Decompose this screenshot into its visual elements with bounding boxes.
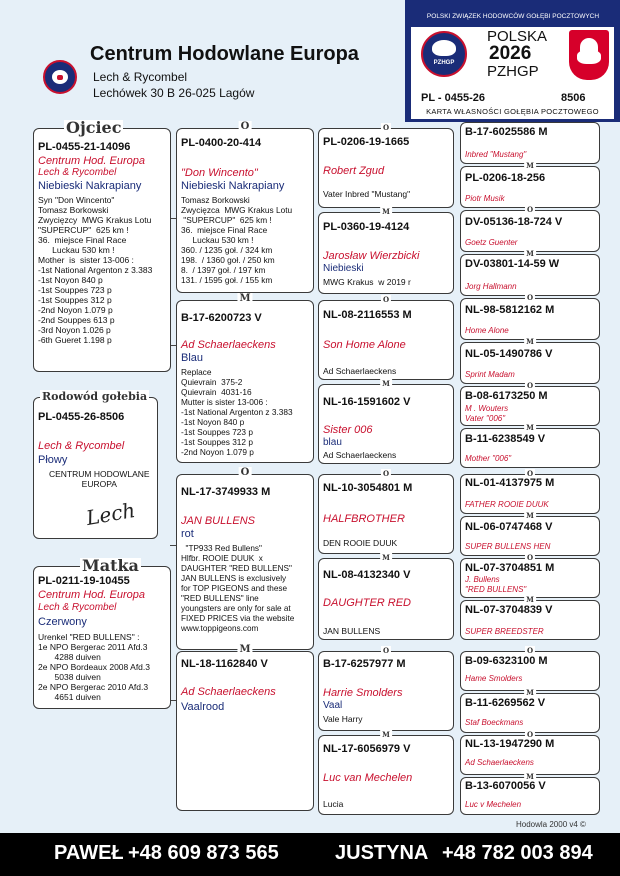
gen4-name: J. Bullens [465,575,500,584]
poland-emblem [569,30,609,80]
gen3-notes: Lucia [323,799,344,809]
dam-sire-name: JAN BULLENS [181,515,255,527]
sire-dam-box [176,293,314,463]
ring-label: M [526,772,534,781]
ring-label: O [382,469,390,478]
gen3-notes: Ad Schaerlaeckens [323,366,397,376]
gen3-name: HALFBROTHER [323,513,405,525]
gen4-name: Inbred "Mustang" [465,150,527,159]
gen3-ring: NL-17-6056979 V [323,743,411,755]
bird-note: CENTRUM HODOWLANE EUROPA [49,469,150,489]
ring-label: O [526,646,534,655]
gen3-name: Jarosław Wierzbicki [323,250,420,262]
sire-ring: PL-0455-21-14096 [38,141,131,153]
dam-line1: Centrum Hod. Europa [38,589,145,601]
sire-sire-ring: PL-0400-20-414 [181,137,262,149]
ring-label: O [526,381,534,390]
ring-label: O [382,646,390,655]
ring-label: M [526,595,534,604]
gen3-ring: NL-16-1591602 V [323,396,411,408]
gen3-box [318,123,454,208]
contact-bar [0,833,620,876]
contact1-phone[interactable]: +48 609 873 565 [128,842,279,864]
gen4-ring: B-08-6173250 M [465,390,548,402]
gen3-color: Niebieski [323,263,364,274]
card-country: POLSKA [487,28,548,45]
sire-dam-notes: Replace Quievrain 375-2 Quievrain 4031-16 Mutter is sister 13-006 : -1st National Argenton z 3.383 -1st Noyon 840 p -1st Souppes 723 p -1st Souppes 312 p -2nd Noyon 1.079 p [181,367,293,457]
gen3-color: blau [323,437,342,448]
gen4-box [460,646,600,691]
dam-sire-box [176,467,314,650]
gen3-notes: MWG Krakus w 2019 r [323,277,411,287]
sire-sire-color: Niebieski Nakrapiany [181,180,285,192]
gen3-name: Robert Zgud [323,165,385,177]
gen4-box [460,772,600,815]
gen3-notes: JAN BULLENS [323,626,381,636]
ring-label: O [240,467,250,478]
gen4-ring: NL-07-3704839 V [465,604,553,616]
gen4-name: Hame Smolders [465,674,523,683]
sire-line1: Centrum Hod. Europa [38,155,145,167]
gen3-name: Luc van Mechelen [323,772,413,784]
ring-label: O [526,553,534,562]
dam-dam-ring: NL-18-1162840 V [181,658,268,670]
gen3-box [318,295,454,380]
ring-label: M [526,161,534,170]
gen3-box [318,553,454,640]
bird-box [33,390,158,539]
ring-label: M [382,730,390,739]
ring-label: M [382,553,390,562]
ring-label: M [526,511,534,520]
gen4-ring: B-13-6070056 V [465,780,546,792]
ring-label: O [526,469,534,478]
sire-dam-ring: B-17-6200723 V [181,312,262,324]
gen3-ring: PL-0360-19-4124 [323,221,410,233]
ring-label: O [240,121,250,132]
sire-sire-name: "Don Wincento" [181,167,258,179]
gen4-ring: DV-03801-14-59 W [465,258,560,270]
bird-owner: Lech & Rycombel [38,440,125,452]
gen4-box [460,469,600,514]
gen4-ring: NL-98-5812162 M [465,304,555,316]
dam-sire-color: rot [181,528,194,540]
gen4-name: Goetz Guenter [465,238,518,247]
gen4-name: Home Alone [465,326,509,335]
gen3-notes: Vater Inbred "Mustang" [323,189,411,199]
ring-label: M [526,688,534,697]
sire-line2: Lech & Rycombel [38,167,117,178]
gen3-name: Harrie Smolders [323,687,403,699]
gen4-ring: NL-05-1490786 V [465,348,553,360]
sire-sire-notes: Tomasz Borkowski Zwycięzca MWG Krakus Lotu "SUPERCUP" 625 km ! 36. miejsce Final Race Luckau 530 km ! 360. / 1235 goł. / 324 km 198. / 1360 goł. / 250 km 8. / 1397 goł. / 197 km 131. / 1595 goł. / 155 km [181,195,293,285]
gen4-ring: B-11-6238549 V [465,433,546,445]
ring-label: M [239,293,251,304]
gen4-box [460,381,600,426]
gen4-name2: Vater "006" [465,414,506,423]
club-logo [43,60,77,94]
ring-label: M [239,644,251,655]
gen4-name: Jorg Hallmann [465,282,517,291]
gen4-box [460,553,600,598]
gen4-name: Ad Schaerlaeckens [465,758,534,767]
gen4-box [460,249,600,296]
pzhgp-logo: PZHGP [421,31,467,77]
dam-dam-color: Vaalrood [181,701,225,713]
gen4-name: Piotr Musik [465,194,505,203]
dam-color: Czerwony [38,616,87,628]
contact2-phone[interactable]: +48 782 003 894 [442,842,593,864]
card-ring: PL - 0455-26 [421,92,486,104]
gen4-ring: NL-13-1947290 M [465,738,555,750]
card-inner [411,27,614,119]
card-abbr: PZHGP [487,63,539,80]
gen4-name2: "RED BULLENS" [465,585,527,594]
gen4-ring: NL-06-0747468 V [465,521,553,533]
sire-color: Niebieski Nakrapiany [38,180,142,192]
gen4-name: SUPER BULLENS HEN [465,542,551,551]
sire-dam-color: Blau [181,352,204,364]
dam-dam-box [176,644,314,811]
dam-heading: Matka [82,556,139,575]
gen4-box [460,122,600,164]
gen3-ring: NL-08-4132340 V [323,569,411,581]
gen3-ring: NL-10-3054801 M [323,482,413,494]
gen4-ring: NL-01-4137975 M [465,477,555,489]
gen3-ring: NL-08-2116553 M [323,309,412,321]
ring-label: O [526,293,534,302]
ring-label: M [526,423,534,432]
page-title: Centrum Hodowlane Europa [90,43,359,65]
card-number: 8506 [561,92,586,104]
sire-box [33,118,171,372]
gen4-ring: PL-0206-18-256 [465,172,546,184]
dam-line2: Lech & Rycombel [38,602,117,613]
gen4-box [460,423,600,468]
bird-ring: PL-0455-26-8506 [38,411,125,423]
gen3-box [318,469,454,554]
ring-label: M [526,337,534,346]
gen4-ring: B-17-6025586 M [465,126,548,138]
contact1-name: PAWEŁ [54,842,124,864]
gen4-box [460,595,600,640]
owner-address: Lechówek 30 B 26-025 Lagów [93,86,255,100]
gen4-ring: B-11-6269562 V [465,697,546,709]
ring-label: O [526,205,534,214]
gen3-ring: PL-0206-19-1665 [323,136,410,148]
ring-label: O [526,730,534,739]
gen4-box [460,161,600,208]
dam-box [33,556,171,709]
bird-heading: Rodowód gołebia [42,390,148,403]
gen3-notes: Ad Schaerlaeckens [323,450,397,460]
gen4-name: Luc v Mechelen [465,800,522,809]
gen4-name: M . Wouters [465,404,509,413]
sire-heading: Ojciec [66,118,122,137]
gen3-box [318,730,454,815]
gen4-box [460,511,600,556]
gen3-box [318,646,454,731]
gen3-box [318,379,454,464]
owner-name: Lech & Rycombel [93,70,188,84]
gen3-name: Son Home Alone [323,339,406,351]
gen4-box [460,688,600,733]
gen4-name: FATHER ROOIE DUUK [465,500,549,509]
ring-label: O [382,295,390,304]
ring-label: M [382,207,390,216]
gen4-name: SUPER BREEDSTER [465,627,544,636]
ring-label: M [382,379,390,388]
dam-ring: PL-0211-19-10455 [38,575,130,587]
sire-notes: Syn "Don Wincento" Tomasz Borkowski Zwycięzcy MWG Krakus Lotu "SUPERCUP" 625 km ! 36. miejsce Final Race Luckau 530 km ! Mother is sister 13-006 : -1st National Argenton z 3.383 -1st Noyon 840 p -1st Souppes 723 p -1st Souppes 312 p -2nd Noyon 1.079 p -2nd Souppes 613 p -3rd Noyon 1.026 p -6th Gueret 1.198 p [38,195,153,345]
gen4-box [460,337,600,384]
signature: Lech [84,497,137,531]
gen3-name: DAUGHTER RED [323,597,412,609]
card-year: 2026 [489,43,532,64]
gen3-name: Sister 006 [323,424,373,436]
dam-dam-name: Ad Schaerlaeckens [181,686,276,698]
dam-sire-ring: NL-17-3749933 M [181,486,271,498]
gen4-ring: B-09-6323100 M [465,655,548,667]
gen3-notes: Vale Harry [323,714,363,724]
bird-color: Płowy [38,454,68,466]
ring-label: O [382,123,390,132]
gen4-name: Mother "006" [465,454,512,463]
gen3-box [318,207,454,294]
gen4-box [460,730,600,775]
sire-dam-name: Ad Schaerlaeckens [181,339,276,351]
contact2-name: JUSTYNA [335,842,429,864]
gen3-notes: DEN ROOIE DUUK [323,538,398,548]
software-credit: Hodowla 2000 v4 © [516,820,586,829]
dam-sire-notes: "TP933 Red Bullens" Hlfbr. ROOIE DUUK x DAUGHTER "RED BULLENS" JAN BULLENS is exclusively for TOP PIGEONS and these "RED BULLENS" line youngsters are only for sale at FIXED PRICES via the website www.toppigeons.com [181,544,295,633]
gen4-name: Sprint Madam [465,370,515,379]
card-footer: KARTA WŁASNOŚCI GOŁĘBIA POCZTOWEGO [426,107,599,116]
gen4-ring: DV-05136-18-724 V [465,216,563,228]
gen3-color: Vaal [323,700,343,711]
dam-notes: Urenkel "RED BULLENS" : 1e NPO Bergerac 2011 Afd.3 4288 duiven 2e NPO Bordeaux 2008 Afd.3 5038 duiven 2e NPO Bergerac 2010 Afd.3 4651 duiven [38,632,150,702]
ring-label: M [526,249,534,258]
gen4-ring: NL-07-3704851 M [465,562,555,574]
gen4-box [460,293,600,340]
gen4-name: Staf Boeckmans [465,718,524,727]
gen3-ring: B-17-6257977 M [323,658,406,670]
sire-sire-box [176,121,314,293]
gen4-box [460,205,600,252]
card-org: POLSKI ZWIĄZEK HODOWCÓW GOŁĘBI POCZTOWYCH [426,13,600,20]
ownership-card [405,0,620,122]
